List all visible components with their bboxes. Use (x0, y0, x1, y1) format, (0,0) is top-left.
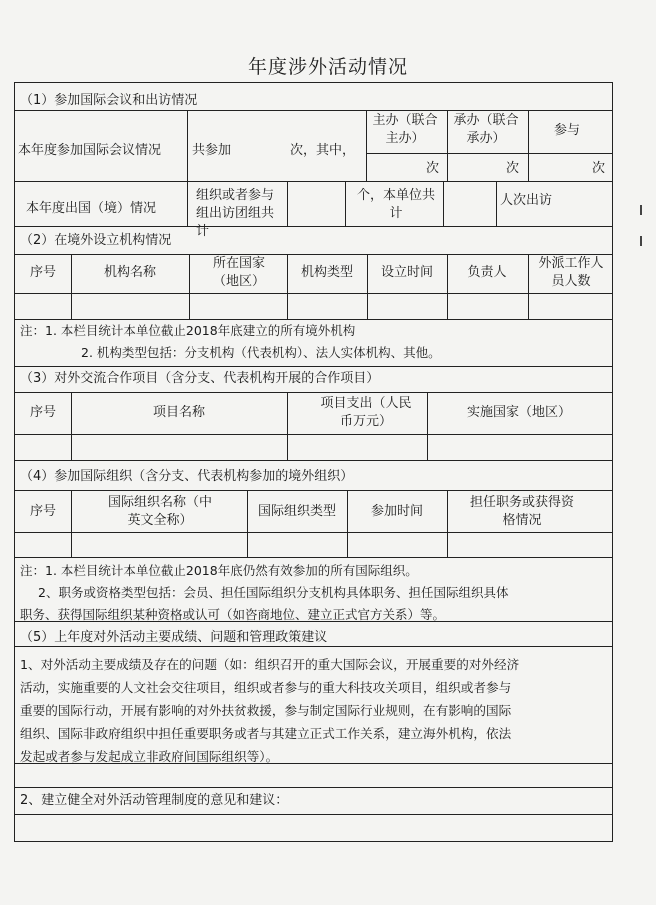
paragraph-1-line-4: 组织、国际非政府组织中担任重要职务或者与其建立正式工作关系，建立海外机构，依法 (20, 726, 512, 741)
col-manager: 负责人 (467, 265, 507, 280)
attend-label: 参与 (554, 123, 581, 138)
scan-mark (640, 236, 642, 246)
paragraph-1-line-5: 发起或者参与发起成立非政府间国际组织等）。 (20, 749, 279, 764)
section-5-heading: （5）上年度对外活动主要成绩、问题和管理政策建议 (20, 630, 328, 645)
attend-unit: 次 (592, 161, 606, 176)
section-4-heading: （4）参加国际组织（含分支、代表机构参加的境外组织） (20, 469, 354, 484)
cohost-label: 承办（联合承办） (453, 113, 519, 146)
col-project-expense: 项目支出（人民币万元） (320, 396, 412, 429)
col-project-name: 项目名称 (152, 405, 205, 420)
outbound-unit-label: 个，本单位共计 (356, 188, 435, 221)
section-1-heading: （1）参加国际会议和出访情况 (20, 93, 198, 108)
col-org-name: 机构名称 (103, 265, 156, 280)
page-title: 年度涉外活动情况 (247, 56, 408, 78)
paragraph-1-line-1: 1、对外活动主要成绩及存在的问题（如：组织召开的重大国际会议，开展重要的对外经济 (20, 657, 520, 672)
col-intl-name: 国际组织名称（中英文全称） (107, 495, 212, 528)
scan-mark (640, 205, 642, 215)
conference-mid: 次，其中， (290, 143, 356, 158)
paragraph-1-line-2: 活动，实施重要的人文社会交往项目，组织或者参与的重大科技攻关项目，组织或者参与 (20, 680, 512, 695)
note-4-2b: 职务、获得国际组织某种资格或认可（如咨商地位、建立正式官方关系）等。 (20, 607, 446, 622)
col-setup-time: 设立时间 (380, 265, 433, 280)
col-intl-index: 序号 (29, 504, 56, 519)
outbound-label: 本年度出国（境）情况 (26, 201, 157, 216)
section-3-heading: （3）对外交流合作项目（含分支、代表机构开展的合作项目） (20, 371, 380, 386)
note-4-2a: 2、职务或资格类型包括：会员、担任国际组织分支机构具体职务、担任国际组织具体 (38, 585, 509, 600)
col-org-type: 机构类型 (300, 265, 353, 280)
col-intl-type: 国际组织类型 (257, 504, 336, 519)
outbound-groups-label: 组织或者参与组出访团组共计 (196, 188, 275, 239)
host-unit: 次 (426, 161, 440, 176)
col-index: 序号 (29, 265, 56, 280)
outbound-persons-label: 人次出访 (500, 193, 553, 208)
col-intl-role: 担任职务或获得资格情况 (469, 495, 574, 528)
col-project-country: 实施国家（地区） (466, 405, 571, 420)
cohost-unit: 次 (506, 161, 520, 176)
note-2-2: 2. 机构类型包括：分支机构（代表机构）、法人实体机构、其他。 (81, 345, 441, 360)
conference-prefix: 共参加 (192, 143, 232, 158)
paragraph-2: 2、建立健全对外活动管理制度的意见和建议： (20, 793, 289, 808)
col-country: 所在国家（地区） (212, 256, 265, 289)
paragraph-1-line-3: 重要的国际行动，开展有影响的对外扶贫救援，参与制定国际行业规则，在有影响的国际 (20, 703, 512, 718)
note-4-1: 注：1. 本栏目统计本单位截止2018年底仍然有效参加的所有国际组织。 (20, 563, 418, 578)
col-intl-time: 参加时间 (370, 504, 423, 519)
host-label: 主办（联合主办） (372, 113, 438, 146)
col-staff-count: 外派工作人员人数 (538, 256, 604, 289)
conference-label: 本年度参加国际会议情况 (18, 143, 162, 158)
section-2-heading: （2）在境外设立机构情况 (20, 233, 172, 248)
note-2-1: 注：1. 本栏目统计本单位截止2018年底建立的所有境外机构 (20, 323, 356, 338)
col-project-index: 序号 (29, 405, 56, 420)
